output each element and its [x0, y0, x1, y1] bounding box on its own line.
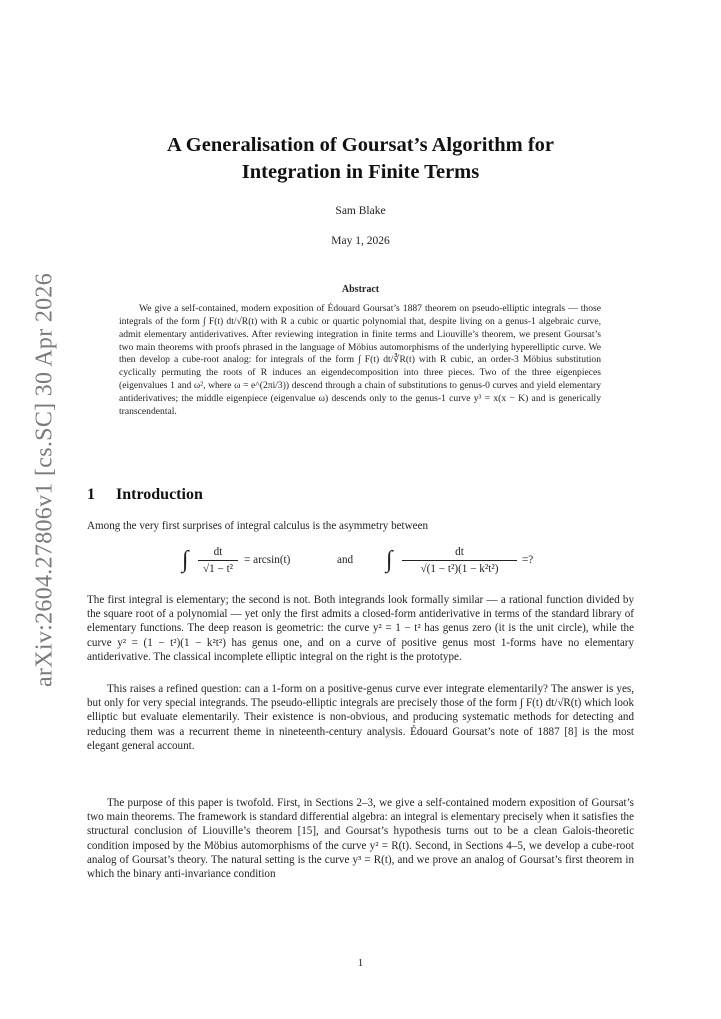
display-equation	[170, 540, 570, 586]
paper-title	[100, 132, 621, 186]
page-number: 1	[357, 957, 364, 969]
intro-paragraph-1: The first integral is elementary; the second is not. Both integrands look formally similar — a rational function divided by the square root of a polynomial — yet only the first admits a closed-form antiderivative in terms of the standard library of elementary functions. The deep reason is geometric: the curve y² = 1 − t² has genus zero (it is the unit circle), while the curve y² = (1 − t²)(1 − k²t²) has genus one, and on a curve of positive genus most 1-forms have no elementary antiderivative. The classical incomplete elliptic integral on the right is the prototype.	[87, 594, 634, 663]
fraction-denominator: √1 − t²	[202, 563, 234, 575]
equation-rhs-left: = arcsin(t)	[244, 554, 291, 566]
title-line-2: Integration in Finite Terms	[241, 161, 480, 183]
fraction-left	[198, 546, 238, 575]
abstract-body: We give a self-contained, modern exposition of Édouard Goursat’s 1887 theorem on pseudo-elliptic integrals — those integrals of the form ∫ F(t) dt/√R(t) with R a cubic or quartic polynomial that, despite living on a genus-1 algebraic curve, admit elementary antiderivatives. After reviewing integration in finite terms and Liouville’s theorem, we present Goursat’s two main theorems with proofs phrased in the language of Möbius automorphisms of the underlying hyperelliptic curve. We then develop a cube-root analog: for integrals of the form ∫ F(t) dt/∛R(t) with R cubic, an order-3 Möbius substitution cyclically permuting the roots of R induces an eigendecomposition into three pieces. Two of the three eigenpieces (eigenvalues 1 and ω², where ω = e^(2πi/3)) descend through a chain of substitutions to genus-0 curves and yield elementary antiderivatives; the middle eigenpiece (eigenvalue ω) descends only to the genus-1 curve y³ = x(x − K) and is generically transcendental.	[119, 303, 601, 417]
equation-right	[386, 540, 576, 586]
publication-date: May 1, 2026	[331, 235, 390, 247]
intro-paragraph-0: Among the very first surprises of integral calculus is the asymmetry between	[87, 520, 429, 532]
fraction-numerator: dt	[198, 546, 238, 561]
integral-sign-icon: ∫	[182, 547, 189, 573]
fraction-denominator: √(1 − t²)(1 − k²t²)	[420, 563, 499, 575]
fraction-right	[402, 546, 517, 575]
section-number: 1	[87, 486, 95, 503]
author-name: Sam Blake	[335, 205, 386, 217]
abstract-heading: Abstract	[341, 284, 380, 295]
intro-paragraph-3: The purpose of this paper is twofold. First, in Sections 2–3, we give a self-contained modern exposition of Goursat’s two main theorems. The framework is standard differential algebra: an integral is elementary precisely when it satisfies the structural conclusion of Liouville’s theorem [15], and Goursat’s hypothesis turns out to be a clean Galois-theoretic condition imposed by the Möbius automorphisms of the curve y² = R(t). Second, in Sections 4–5, we develop a cube-root analog of Goursat’s theory. The natural setting is the curve y³ = R(t), and we prove an analog of Goursat’s first theorem in which the binary anti-invariance condition	[87, 797, 634, 881]
arxiv-identifier[interactable]: arXiv:2604.27806v1 [cs.SC] 30 Apr 2026	[31, 272, 58, 688]
equation-rhs-right: =?	[522, 554, 534, 566]
integral-sign-icon: ∫	[386, 547, 393, 573]
section-heading-introduction	[87, 486, 203, 504]
title-line-1: A Generalisation of Goursat’s Algorithm for	[167, 134, 554, 156]
equation-left	[182, 540, 332, 586]
fraction-numerator: dt	[402, 546, 517, 561]
equation-conjunction: and	[337, 554, 354, 566]
section-title: Introduction	[116, 486, 203, 503]
intro-paragraph-2: This raises a refined question: can a 1-form on a positive-genus curve ever integrate elementarily? The answer is yes, but only for very special integrands. The pseudo-elliptic integrals are precisely those of the form ∫ F(t) dt/√R(t) which look elliptic but evaluate elementarily. Their existence is non-obvious, and producing systematic methods for detecting and reducing them was a recurrent theme in nineteenth-century analysis. Édouard Goursat’s note of 1887 [8] is the most elegant general account.	[87, 683, 634, 752]
